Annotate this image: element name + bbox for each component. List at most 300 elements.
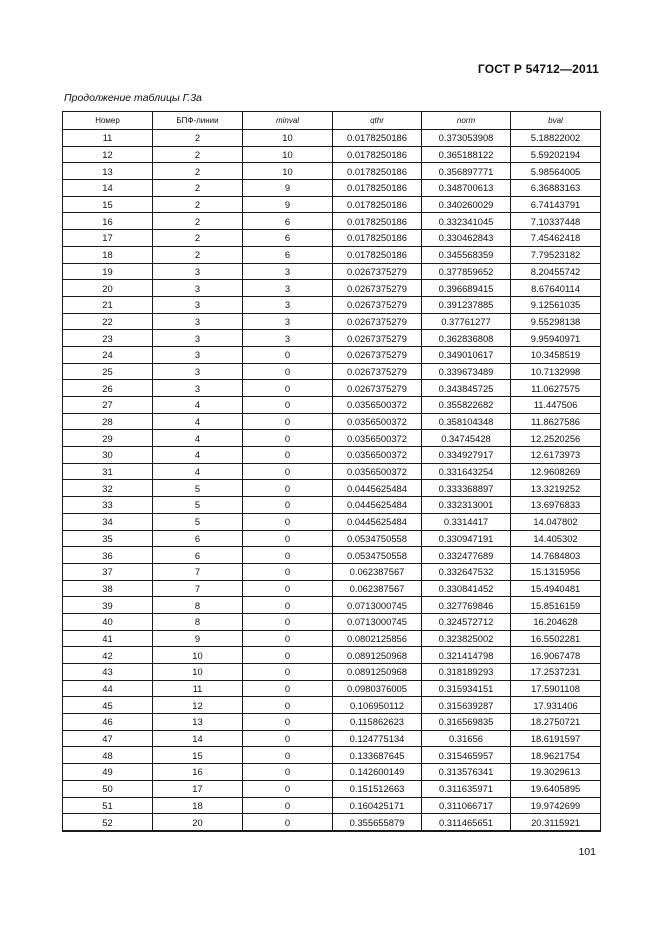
column-header-minval: minval xyxy=(243,112,333,130)
cell-bval: 12.2520256 xyxy=(511,430,601,447)
cell-number: 36 xyxy=(63,547,153,564)
table-row xyxy=(63,664,601,681)
cell-fft-lines: 12 xyxy=(153,697,243,714)
table-body xyxy=(63,130,601,831)
cell-qthr: 0.142600149 xyxy=(333,764,422,781)
cell-norm: 0.332313001 xyxy=(422,497,511,514)
cell-bval: 15.4940481 xyxy=(511,580,601,597)
cell-bval: 7.79523182 xyxy=(511,246,601,263)
cell-minval: 0 xyxy=(243,597,333,614)
cell-qthr: 0.062387567 xyxy=(333,563,422,580)
cell-number: 37 xyxy=(63,563,153,580)
cell-bval: 18.2750721 xyxy=(511,714,601,731)
cell-qthr: 0.0178250186 xyxy=(333,230,422,247)
table-row xyxy=(63,313,601,330)
cell-norm: 0.315639287 xyxy=(422,697,511,714)
cell-fft-lines: 17 xyxy=(153,780,243,797)
cell-minval: 10 xyxy=(243,130,333,147)
column-header-bval: bval xyxy=(511,112,601,130)
cell-norm: 0.331643254 xyxy=(422,463,511,480)
cell-bval: 12.9608269 xyxy=(511,463,601,480)
cell-fft-lines: 7 xyxy=(153,563,243,580)
table-row xyxy=(63,163,601,180)
cell-minval: 0 xyxy=(243,580,333,597)
cell-bval: 14.7684803 xyxy=(511,547,601,564)
column-header-norm: norm xyxy=(422,112,511,130)
cell-fft-lines: 9 xyxy=(153,630,243,647)
cell-bval: 11.447506 xyxy=(511,397,601,414)
cell-number: 17 xyxy=(63,230,153,247)
cell-bval: 12.6173973 xyxy=(511,447,601,464)
cell-minval: 10 xyxy=(243,163,333,180)
cell-fft-lines: 2 xyxy=(153,130,243,147)
table-caption: Продолжение таблицы Г.3а xyxy=(64,92,202,104)
cell-bval: 9.95940971 xyxy=(511,330,601,347)
cell-minval: 9 xyxy=(243,180,333,197)
cell-fft-lines: 3 xyxy=(153,363,243,380)
cell-qthr: 0.133687645 xyxy=(333,747,422,764)
table-header-row xyxy=(63,112,601,130)
cell-norm: 0.362836808 xyxy=(422,330,511,347)
cell-number: 30 xyxy=(63,447,153,464)
cell-norm: 0.324572712 xyxy=(422,613,511,630)
cell-qthr: 0.0445625484 xyxy=(333,497,422,514)
cell-fft-lines: 2 xyxy=(153,163,243,180)
table-row xyxy=(63,613,601,630)
cell-minval: 0 xyxy=(243,463,333,480)
cell-fft-lines: 5 xyxy=(153,497,243,514)
cell-number: 51 xyxy=(63,797,153,814)
cell-bval: 13.3219252 xyxy=(511,480,601,497)
cell-minval: 0 xyxy=(243,480,333,497)
cell-number: 35 xyxy=(63,530,153,547)
cell-norm: 0.330841452 xyxy=(422,580,511,597)
cell-norm: 0.332647532 xyxy=(422,563,511,580)
cell-number: 16 xyxy=(63,213,153,230)
cell-fft-lines: 3 xyxy=(153,346,243,363)
cell-fft-lines: 3 xyxy=(153,313,243,330)
table-row xyxy=(63,280,601,297)
table-row xyxy=(63,463,601,480)
cell-bval: 15.1315956 xyxy=(511,563,601,580)
table-row xyxy=(63,697,601,714)
cell-fft-lines: 4 xyxy=(153,447,243,464)
cell-minval: 3 xyxy=(243,296,333,313)
cell-minval: 0 xyxy=(243,530,333,547)
cell-minval: 0 xyxy=(243,630,333,647)
cell-qthr: 0.0178250186 xyxy=(333,163,422,180)
table-row xyxy=(63,513,601,530)
table-row xyxy=(63,497,601,514)
cell-fft-lines: 2 xyxy=(153,230,243,247)
cell-fft-lines: 2 xyxy=(153,246,243,263)
cell-fft-lines: 10 xyxy=(153,664,243,681)
cell-number: 41 xyxy=(63,630,153,647)
cell-minval: 0 xyxy=(243,397,333,414)
cell-bval: 17.5901108 xyxy=(511,680,601,697)
cell-minval: 6 xyxy=(243,213,333,230)
cell-norm: 0.373053908 xyxy=(422,130,511,147)
cell-bval: 6.74143791 xyxy=(511,196,601,213)
table-row xyxy=(63,346,601,363)
cell-qthr: 0.0178250186 xyxy=(333,213,422,230)
cell-norm: 0.37761277 xyxy=(422,313,511,330)
cell-number: 47 xyxy=(63,730,153,747)
cell-qthr: 0.106950112 xyxy=(333,697,422,714)
table-row xyxy=(63,130,601,147)
cell-qthr: 0.0356500372 xyxy=(333,397,422,414)
cell-qthr: 0.0267375279 xyxy=(333,330,422,347)
cell-qthr: 0.0980376005 xyxy=(333,680,422,697)
cell-number: 28 xyxy=(63,413,153,430)
cell-norm: 0.3314417 xyxy=(422,513,511,530)
cell-qthr: 0.0356500372 xyxy=(333,430,422,447)
cell-number: 25 xyxy=(63,363,153,380)
cell-qthr: 0.355655879 xyxy=(333,814,422,831)
cell-minval: 0 xyxy=(243,430,333,447)
table-row xyxy=(63,180,601,197)
cell-norm: 0.349010617 xyxy=(422,346,511,363)
table-row xyxy=(63,797,601,814)
table-row xyxy=(63,814,601,831)
cell-norm: 0.358104348 xyxy=(422,413,511,430)
cell-bval: 18.9621754 xyxy=(511,747,601,764)
cell-minval: 9 xyxy=(243,196,333,213)
table-row xyxy=(63,296,601,313)
table-row xyxy=(63,430,601,447)
cell-bval: 20.3115921 xyxy=(511,814,601,831)
cell-fft-lines: 20 xyxy=(153,814,243,831)
cell-norm: 0.31656 xyxy=(422,730,511,747)
cell-qthr: 0.124775134 xyxy=(333,730,422,747)
cell-bval: 8.20455742 xyxy=(511,263,601,280)
table-row xyxy=(63,547,601,564)
cell-qthr: 0.0356500372 xyxy=(333,413,422,430)
cell-norm: 0.345568359 xyxy=(422,246,511,263)
cell-norm: 0.333368897 xyxy=(422,480,511,497)
cell-fft-lines: 2 xyxy=(153,196,243,213)
cell-qthr: 0.0267375279 xyxy=(333,363,422,380)
cell-fft-lines: 18 xyxy=(153,797,243,814)
cell-number: 22 xyxy=(63,313,153,330)
cell-minval: 3 xyxy=(243,263,333,280)
cell-norm: 0.311465651 xyxy=(422,814,511,831)
column-header-qthr: qthr xyxy=(333,112,422,130)
cell-minval: 0 xyxy=(243,680,333,697)
cell-number: 34 xyxy=(63,513,153,530)
cell-qthr: 0.0356500372 xyxy=(333,463,422,480)
cell-qthr: 0.0356500372 xyxy=(333,447,422,464)
cell-number: 32 xyxy=(63,480,153,497)
cell-number: 43 xyxy=(63,664,153,681)
cell-minval: 0 xyxy=(243,380,333,397)
cell-qthr: 0.0178250186 xyxy=(333,180,422,197)
data-table xyxy=(62,111,601,832)
cell-fft-lines: 5 xyxy=(153,480,243,497)
cell-norm: 0.330462843 xyxy=(422,230,511,247)
cell-fft-lines: 10 xyxy=(153,647,243,664)
cell-norm: 0.313576341 xyxy=(422,764,511,781)
cell-norm: 0.311066717 xyxy=(422,797,511,814)
cell-qthr: 0.0267375279 xyxy=(333,280,422,297)
cell-bval: 7.10337448 xyxy=(511,213,601,230)
cell-qthr: 0.0267375279 xyxy=(333,263,422,280)
cell-bval: 17.931406 xyxy=(511,697,601,714)
cell-norm: 0.334927917 xyxy=(422,447,511,464)
cell-qthr: 0.0267375279 xyxy=(333,313,422,330)
cell-number: 44 xyxy=(63,680,153,697)
cell-norm: 0.348700613 xyxy=(422,180,511,197)
cell-fft-lines: 3 xyxy=(153,263,243,280)
cell-bval: 17.2537231 xyxy=(511,664,601,681)
cell-fft-lines: 4 xyxy=(153,430,243,447)
cell-number: 19 xyxy=(63,263,153,280)
cell-bval: 8.67640114 xyxy=(511,280,601,297)
cell-bval: 6.36883163 xyxy=(511,180,601,197)
cell-fft-lines: 6 xyxy=(153,530,243,547)
cell-number: 14 xyxy=(63,180,153,197)
cell-qthr: 0.0713000745 xyxy=(333,597,422,614)
cell-minval: 3 xyxy=(243,313,333,330)
table-row xyxy=(63,764,601,781)
cell-number: 23 xyxy=(63,330,153,347)
cell-norm: 0.377859652 xyxy=(422,263,511,280)
cell-fft-lines: 15 xyxy=(153,747,243,764)
cell-number: 46 xyxy=(63,714,153,731)
table-row xyxy=(63,714,601,731)
cell-number: 33 xyxy=(63,497,153,514)
cell-minval: 0 xyxy=(243,346,333,363)
cell-norm: 0.323825002 xyxy=(422,630,511,647)
cell-norm: 0.311635971 xyxy=(422,780,511,797)
table-row xyxy=(63,397,601,414)
cell-qthr: 0.0178250186 xyxy=(333,146,422,163)
cell-bval: 19.6405895 xyxy=(511,780,601,797)
cell-qthr: 0.0802125856 xyxy=(333,630,422,647)
cell-minval: 0 xyxy=(243,797,333,814)
cell-norm: 0.396689415 xyxy=(422,280,511,297)
cell-number: 50 xyxy=(63,780,153,797)
cell-norm: 0.365188122 xyxy=(422,146,511,163)
cell-fft-lines: 2 xyxy=(153,146,243,163)
cell-qthr: 0.0891250968 xyxy=(333,664,422,681)
cell-bval: 14.047802 xyxy=(511,513,601,530)
cell-qthr: 0.0267375279 xyxy=(333,296,422,313)
cell-fft-lines: 4 xyxy=(153,463,243,480)
cell-bval: 5.18822002 xyxy=(511,130,601,147)
cell-fft-lines: 8 xyxy=(153,597,243,614)
cell-fft-lines: 3 xyxy=(153,330,243,347)
cell-minval: 3 xyxy=(243,330,333,347)
cell-qthr: 0.0713000745 xyxy=(333,613,422,630)
cell-minval: 0 xyxy=(243,547,333,564)
cell-bval: 11.8627586 xyxy=(511,413,601,430)
cell-bval: 19.9742699 xyxy=(511,797,601,814)
cell-bval: 5.59202194 xyxy=(511,146,601,163)
cell-norm: 0.332477689 xyxy=(422,547,511,564)
cell-minval: 0 xyxy=(243,764,333,781)
cell-norm: 0.316569835 xyxy=(422,714,511,731)
cell-norm: 0.315465957 xyxy=(422,747,511,764)
cell-bval: 15.8516159 xyxy=(511,597,601,614)
cell-qthr: 0.160425171 xyxy=(333,797,422,814)
cell-minval: 0 xyxy=(243,447,333,464)
table-row xyxy=(63,246,601,263)
cell-number: 18 xyxy=(63,246,153,263)
cell-number: 11 xyxy=(63,130,153,147)
cell-bval: 16.204628 xyxy=(511,613,601,630)
cell-fft-lines: 3 xyxy=(153,380,243,397)
table-row xyxy=(63,780,601,797)
table-row xyxy=(63,263,601,280)
cell-number: 45 xyxy=(63,697,153,714)
cell-number: 48 xyxy=(63,747,153,764)
cell-fft-lines: 6 xyxy=(153,547,243,564)
cell-fft-lines: 13 xyxy=(153,714,243,731)
cell-fft-lines: 5 xyxy=(153,513,243,530)
cell-number: 24 xyxy=(63,346,153,363)
table-row xyxy=(63,647,601,664)
cell-qthr: 0.0891250968 xyxy=(333,647,422,664)
cell-bval: 18.6191597 xyxy=(511,730,601,747)
cell-bval: 13.6976833 xyxy=(511,497,601,514)
cell-qthr: 0.115862623 xyxy=(333,714,422,731)
cell-bval: 9.12561035 xyxy=(511,296,601,313)
cell-fft-lines: 8 xyxy=(153,613,243,630)
cell-minval: 0 xyxy=(243,780,333,797)
cell-fft-lines: 7 xyxy=(153,580,243,597)
cell-minval: 0 xyxy=(243,814,333,831)
cell-qthr: 0.0178250186 xyxy=(333,196,422,213)
table-row xyxy=(63,747,601,764)
cell-bval: 11.0627575 xyxy=(511,380,601,397)
table-row xyxy=(63,230,601,247)
cell-fft-lines: 4 xyxy=(153,397,243,414)
table-row xyxy=(63,580,601,597)
cell-norm: 0.355822682 xyxy=(422,397,511,414)
cell-norm: 0.315934151 xyxy=(422,680,511,697)
cell-minval: 0 xyxy=(243,730,333,747)
cell-bval: 10.3458519 xyxy=(511,346,601,363)
cell-minval: 6 xyxy=(243,230,333,247)
cell-norm: 0.332341045 xyxy=(422,213,511,230)
cell-minval: 3 xyxy=(243,280,333,297)
table-row xyxy=(63,363,601,380)
cell-minval: 0 xyxy=(243,363,333,380)
cell-minval: 0 xyxy=(243,513,333,530)
table-row xyxy=(63,447,601,464)
table-row xyxy=(63,146,601,163)
table-row xyxy=(63,630,601,647)
cell-bval: 5.98564005 xyxy=(511,163,601,180)
cell-bval: 19.3029613 xyxy=(511,764,601,781)
column-header-fft-lines: БПФ-линии xyxy=(153,112,243,130)
cell-norm: 0.327769846 xyxy=(422,597,511,614)
cell-bval: 14.405302 xyxy=(511,530,601,547)
cell-fft-lines: 2 xyxy=(153,213,243,230)
cell-number: 21 xyxy=(63,296,153,313)
cell-minval: 0 xyxy=(243,714,333,731)
cell-number: 42 xyxy=(63,647,153,664)
cell-norm: 0.340260029 xyxy=(422,196,511,213)
cell-norm: 0.339673489 xyxy=(422,363,511,380)
table-row xyxy=(63,597,601,614)
cell-minval: 0 xyxy=(243,747,333,764)
cell-norm: 0.318189293 xyxy=(422,664,511,681)
cell-minval: 0 xyxy=(243,413,333,430)
column-header-number: Номер xyxy=(63,112,153,130)
cell-norm: 0.343845725 xyxy=(422,380,511,397)
page-number: 101 xyxy=(578,846,596,858)
cell-number: 31 xyxy=(63,463,153,480)
cell-minval: 0 xyxy=(243,664,333,681)
cell-norm: 0.356897771 xyxy=(422,163,511,180)
cell-norm: 0.391237885 xyxy=(422,296,511,313)
table-row xyxy=(63,380,601,397)
table-row xyxy=(63,330,601,347)
cell-fft-lines: 16 xyxy=(153,764,243,781)
cell-fft-lines: 14 xyxy=(153,730,243,747)
cell-qthr: 0.0267375279 xyxy=(333,346,422,363)
cell-fft-lines: 2 xyxy=(153,180,243,197)
cell-norm: 0.330947191 xyxy=(422,530,511,547)
table-row xyxy=(63,530,601,547)
cell-minval: 0 xyxy=(243,613,333,630)
cell-number: 29 xyxy=(63,430,153,447)
cell-fft-lines: 3 xyxy=(153,280,243,297)
cell-minval: 10 xyxy=(243,146,333,163)
table-row xyxy=(63,730,601,747)
table-row xyxy=(63,563,601,580)
cell-qthr: 0.0178250186 xyxy=(333,130,422,147)
cell-number: 52 xyxy=(63,814,153,831)
cell-number: 26 xyxy=(63,380,153,397)
document-code: ГОСТ Р 54712—2011 xyxy=(477,62,599,76)
cell-qthr: 0.0178250186 xyxy=(333,246,422,263)
cell-bval: 10.7132998 xyxy=(511,363,601,380)
cell-qthr: 0.151512663 xyxy=(333,780,422,797)
cell-number: 15 xyxy=(63,196,153,213)
cell-minval: 0 xyxy=(243,697,333,714)
cell-minval: 0 xyxy=(243,647,333,664)
cell-qthr: 0.0534750558 xyxy=(333,530,422,547)
cell-minval: 0 xyxy=(243,497,333,514)
cell-number: 38 xyxy=(63,580,153,597)
table-row xyxy=(63,413,601,430)
cell-norm: 0.34745428 xyxy=(422,430,511,447)
cell-bval: 7.45462418 xyxy=(511,230,601,247)
cell-bval: 16.5502281 xyxy=(511,630,601,647)
cell-minval: 6 xyxy=(243,246,333,263)
table-row xyxy=(63,196,601,213)
cell-number: 13 xyxy=(63,163,153,180)
table-row xyxy=(63,680,601,697)
cell-number: 20 xyxy=(63,280,153,297)
cell-fft-lines: 11 xyxy=(153,680,243,697)
cell-number: 27 xyxy=(63,397,153,414)
cell-number: 39 xyxy=(63,597,153,614)
cell-norm: 0.321414798 xyxy=(422,647,511,664)
cell-qthr: 0.0534750558 xyxy=(333,547,422,564)
cell-qthr: 0.062387567 xyxy=(333,580,422,597)
cell-qthr: 0.0445625484 xyxy=(333,480,422,497)
cell-number: 49 xyxy=(63,764,153,781)
cell-bval: 9.55298138 xyxy=(511,313,601,330)
cell-minval: 0 xyxy=(243,563,333,580)
cell-fft-lines: 4 xyxy=(153,413,243,430)
cell-fft-lines: 3 xyxy=(153,296,243,313)
cell-qthr: 0.0267375279 xyxy=(333,380,422,397)
